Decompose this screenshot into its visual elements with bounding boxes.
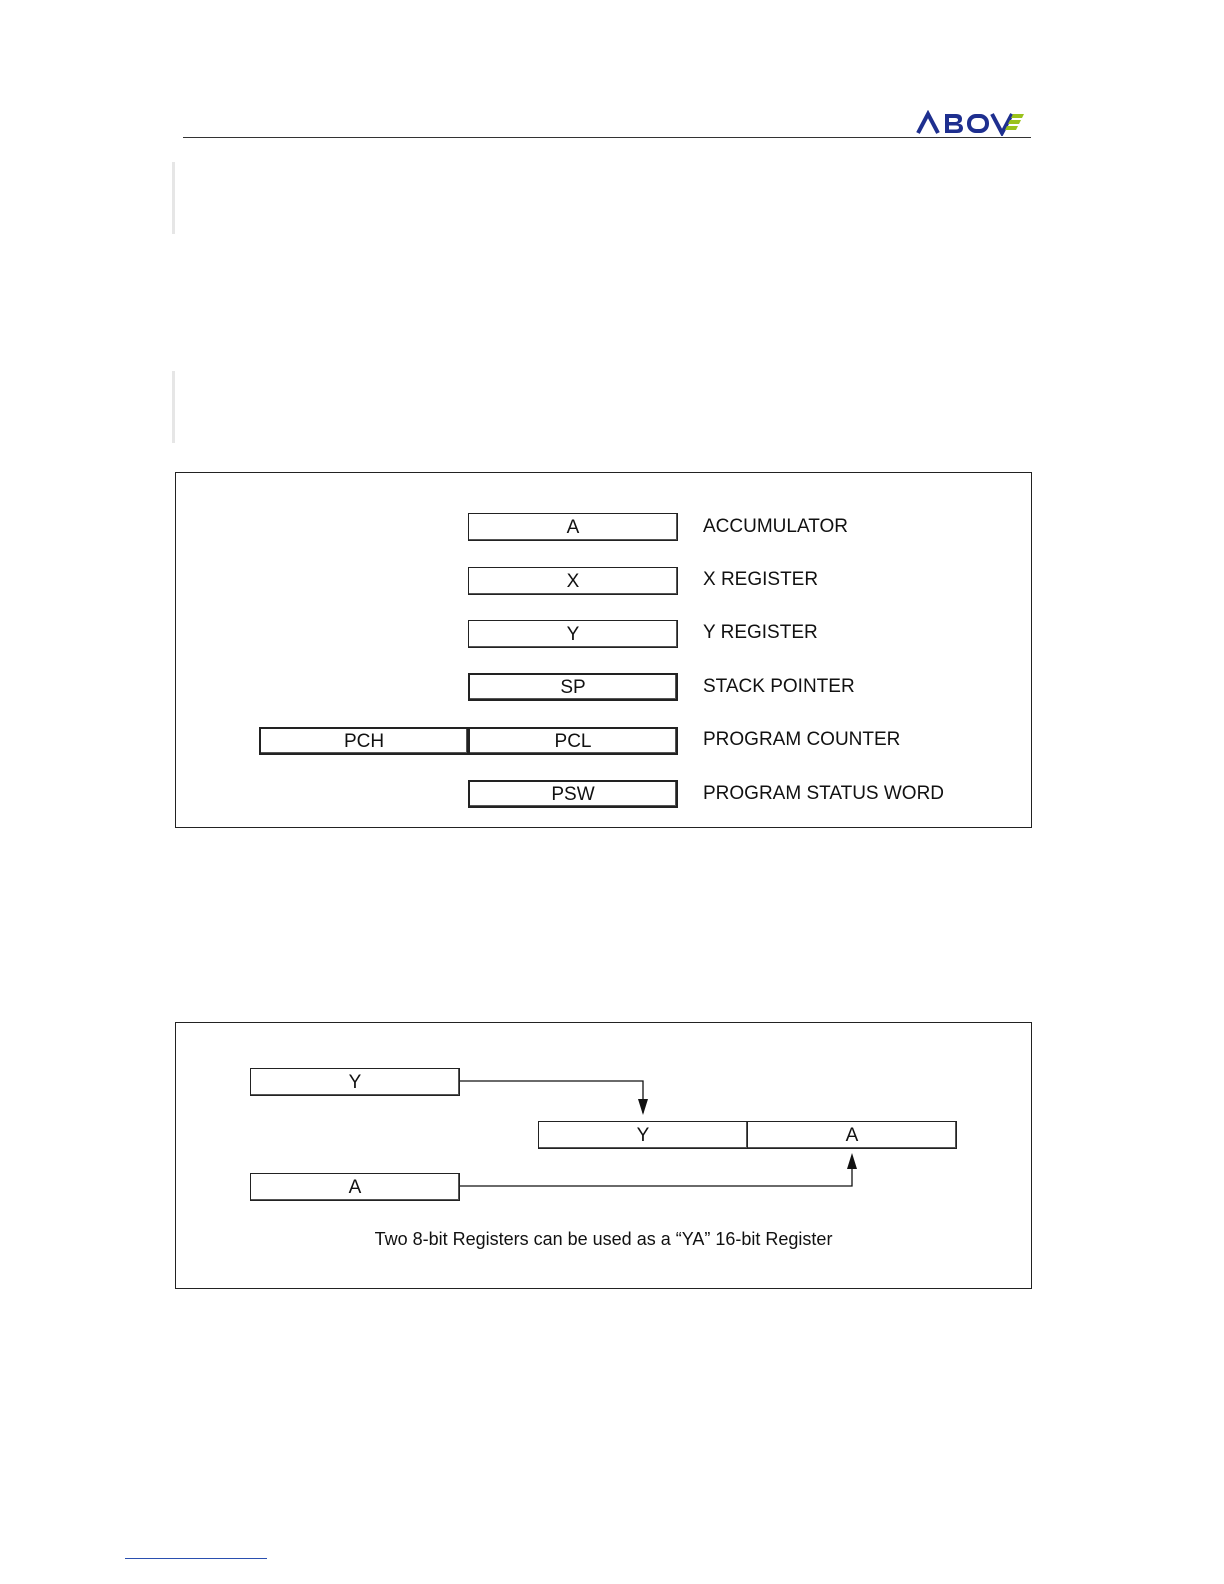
combined-low-register: [747, 1121, 957, 1149]
a-to-combined-arrow: [460, 1165, 852, 1186]
figure-caption: Two 8-bit Registers can be used as a “YA” 16-bit Register: [374, 1229, 833, 1249]
register-name: A: [348, 1176, 362, 1198]
register-name: Y: [348, 1071, 362, 1093]
footer-rule: [125, 1558, 267, 1559]
register-label: PROGRAM STATUS WORD: [703, 783, 945, 804]
register-label: X REGISTER: [703, 569, 819, 590]
combined-high-register: [538, 1121, 748, 1149]
register-name: Y: [636, 1124, 650, 1146]
register-name: PCH: [343, 730, 385, 752]
register-name: PSW: [551, 783, 595, 805]
stack-pointer-register: [468, 673, 678, 701]
a-register: [250, 1173, 460, 1201]
register-name: PCL: [554, 730, 592, 752]
register-name: X: [566, 570, 580, 592]
register-label: ACCUMULATOR: [703, 516, 848, 537]
abov-logo: [916, 110, 1032, 136]
register-name: A: [845, 1124, 859, 1146]
arrowhead-icon: [847, 1153, 857, 1169]
ya-register-figure: [175, 1022, 1032, 1289]
y-register: [250, 1068, 460, 1096]
register-label: Y REGISTER: [703, 622, 818, 643]
x-register: [468, 567, 678, 595]
register-label: STACK POINTER: [703, 676, 855, 697]
header-rule: [183, 137, 1031, 138]
arrowhead-icon: [638, 1099, 648, 1115]
accumulator-register: [468, 513, 678, 541]
abov-logo-icon: [916, 110, 1032, 136]
register-name: Y: [566, 623, 580, 645]
y-register: [468, 620, 678, 648]
register-name: A: [566, 516, 580, 538]
change-bar: [172, 162, 175, 234]
brand-name: [1032, 110, 1033, 111]
change-bar: [172, 371, 175, 443]
register-name: SP: [560, 676, 586, 698]
register-set-figure: [175, 472, 1032, 828]
pch-register: [259, 727, 469, 755]
psw-register: [468, 780, 678, 808]
register-label: PROGRAM COUNTER: [703, 729, 901, 750]
y-to-combined-arrow: [460, 1081, 643, 1113]
pcl-register: [468, 727, 678, 755]
